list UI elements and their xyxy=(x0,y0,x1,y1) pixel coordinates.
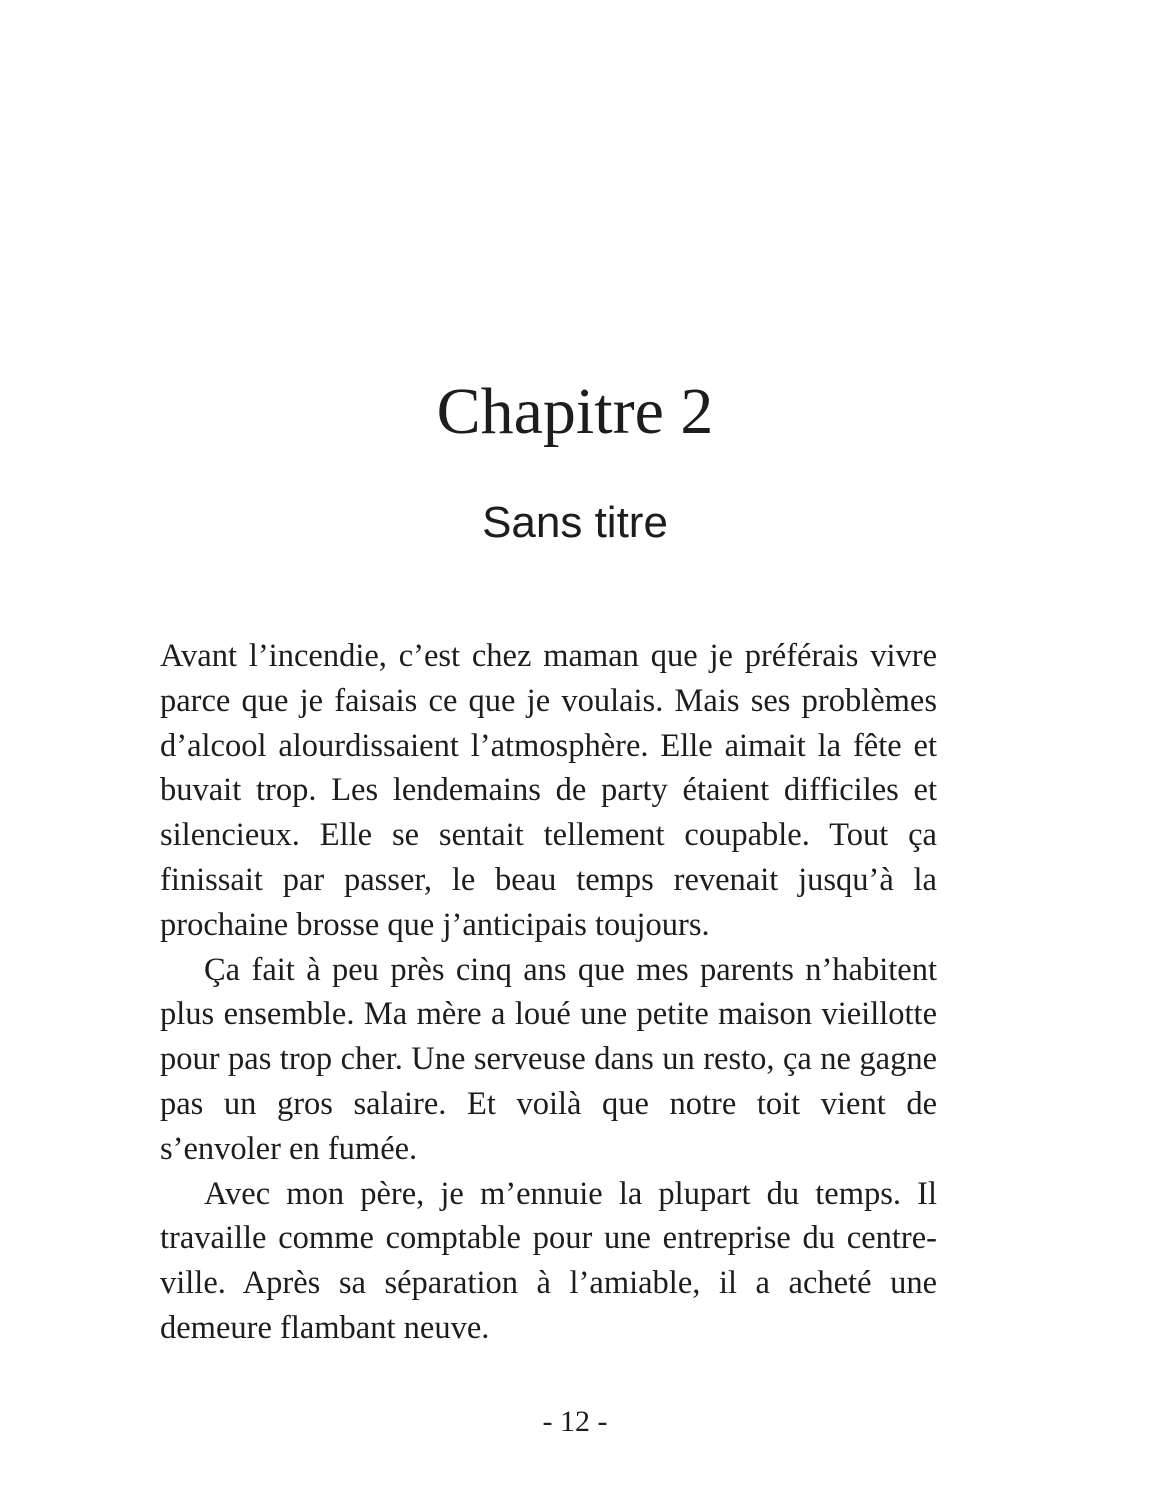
chapter-title: Chapitre 2 xyxy=(436,375,714,448)
chapter-subtitle: Sans titre xyxy=(482,498,668,547)
body-text xyxy=(160,634,937,1351)
page-number: - 12 - xyxy=(542,1405,608,1438)
paragraph-2: Ça fait à peu près cinq ans que mes parents n’habitent plus ensemble. Ma mère a loué une petite maison vieillotte pour pas trop cher. Une serveuse dans un resto, ça ne gagne pas un gros salaire. Et voilà que notre toit vient de s’envoler en fumée. xyxy=(160,951,937,1167)
paragraph-1: Avant l’incendie, c’est chez maman que je préférais vivre parce que je faisais ce que je voulais. Mais ses problèmes d’alcool alourdissaient l’atmosphère. Elle aimait la fête et buvait trop. Les lendemains de party étaient difficiles et silencieux. Elle se sentait tellement coupable. Tout ça finissait par passer, le beau temps revenait jusqu’à la prochaine brosse que j’anticipais toujours. xyxy=(160,638,937,943)
paragraph-3: Avec mon père, je m’ennuie la plupart du temps. Il travaille comme comptable pour une entreprise du centre-ville. Après sa séparation à l’amiable, il a acheté une demeure flambant neuve. xyxy=(160,1175,937,1346)
